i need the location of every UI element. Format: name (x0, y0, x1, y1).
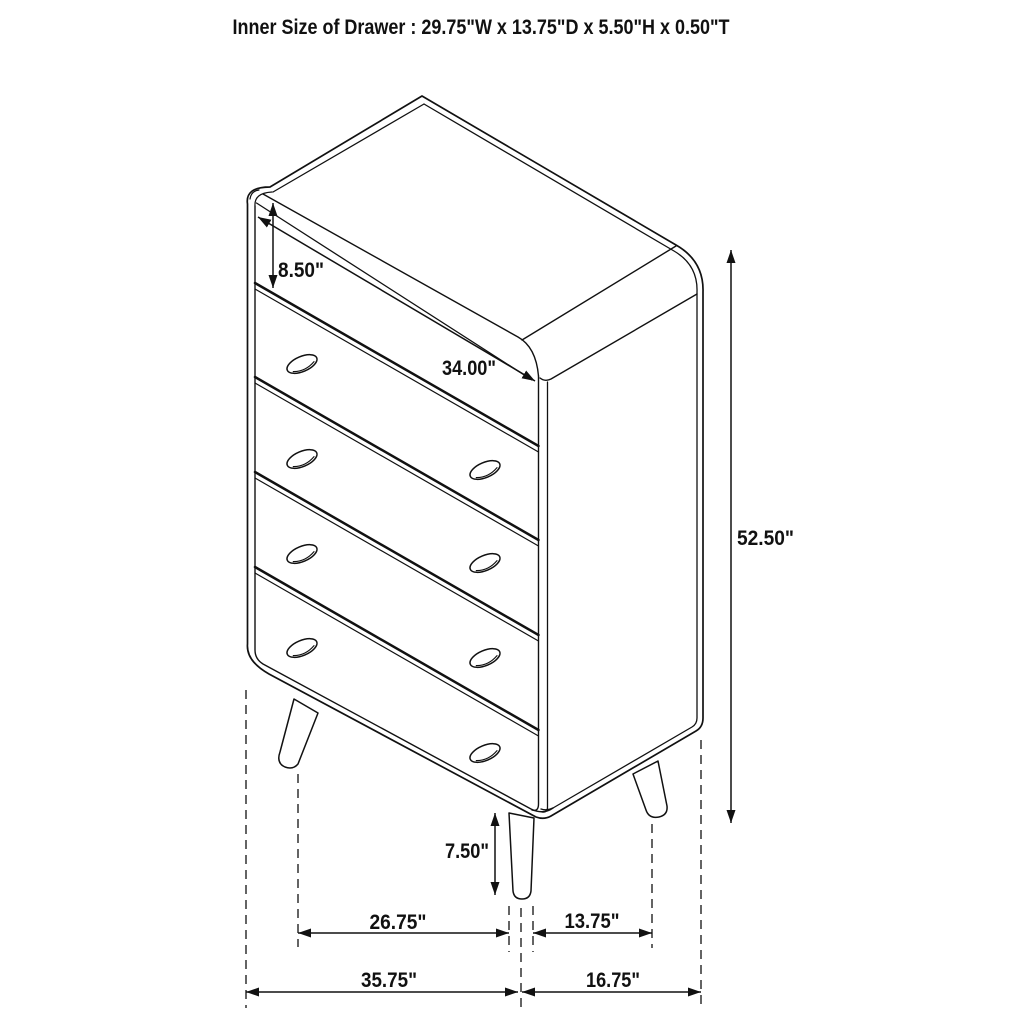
dim-label-overall-depth: 16.75" (586, 969, 640, 992)
dim-label-leg-height: 7.50" (445, 840, 489, 863)
dim-label-top-width: 34.00" (442, 357, 496, 380)
dim-label-top-drawer-height: 8.50" (278, 259, 324, 282)
leg-right (633, 761, 667, 817)
dim-label-side-leg-span: 13.75" (564, 910, 620, 933)
dim-label-front-leg-span: 26.75" (369, 911, 427, 934)
diagram-title: Inner Size of Drawer : 29.75"W x 13.75"D x 5.50"H x 0.50"T (232, 16, 730, 39)
dim-label-overall-width: 35.75" (361, 969, 417, 992)
leg-front-left (279, 699, 318, 768)
leg-front-center (509, 813, 534, 899)
dim-label-overall-height: 52.50" (737, 527, 794, 550)
